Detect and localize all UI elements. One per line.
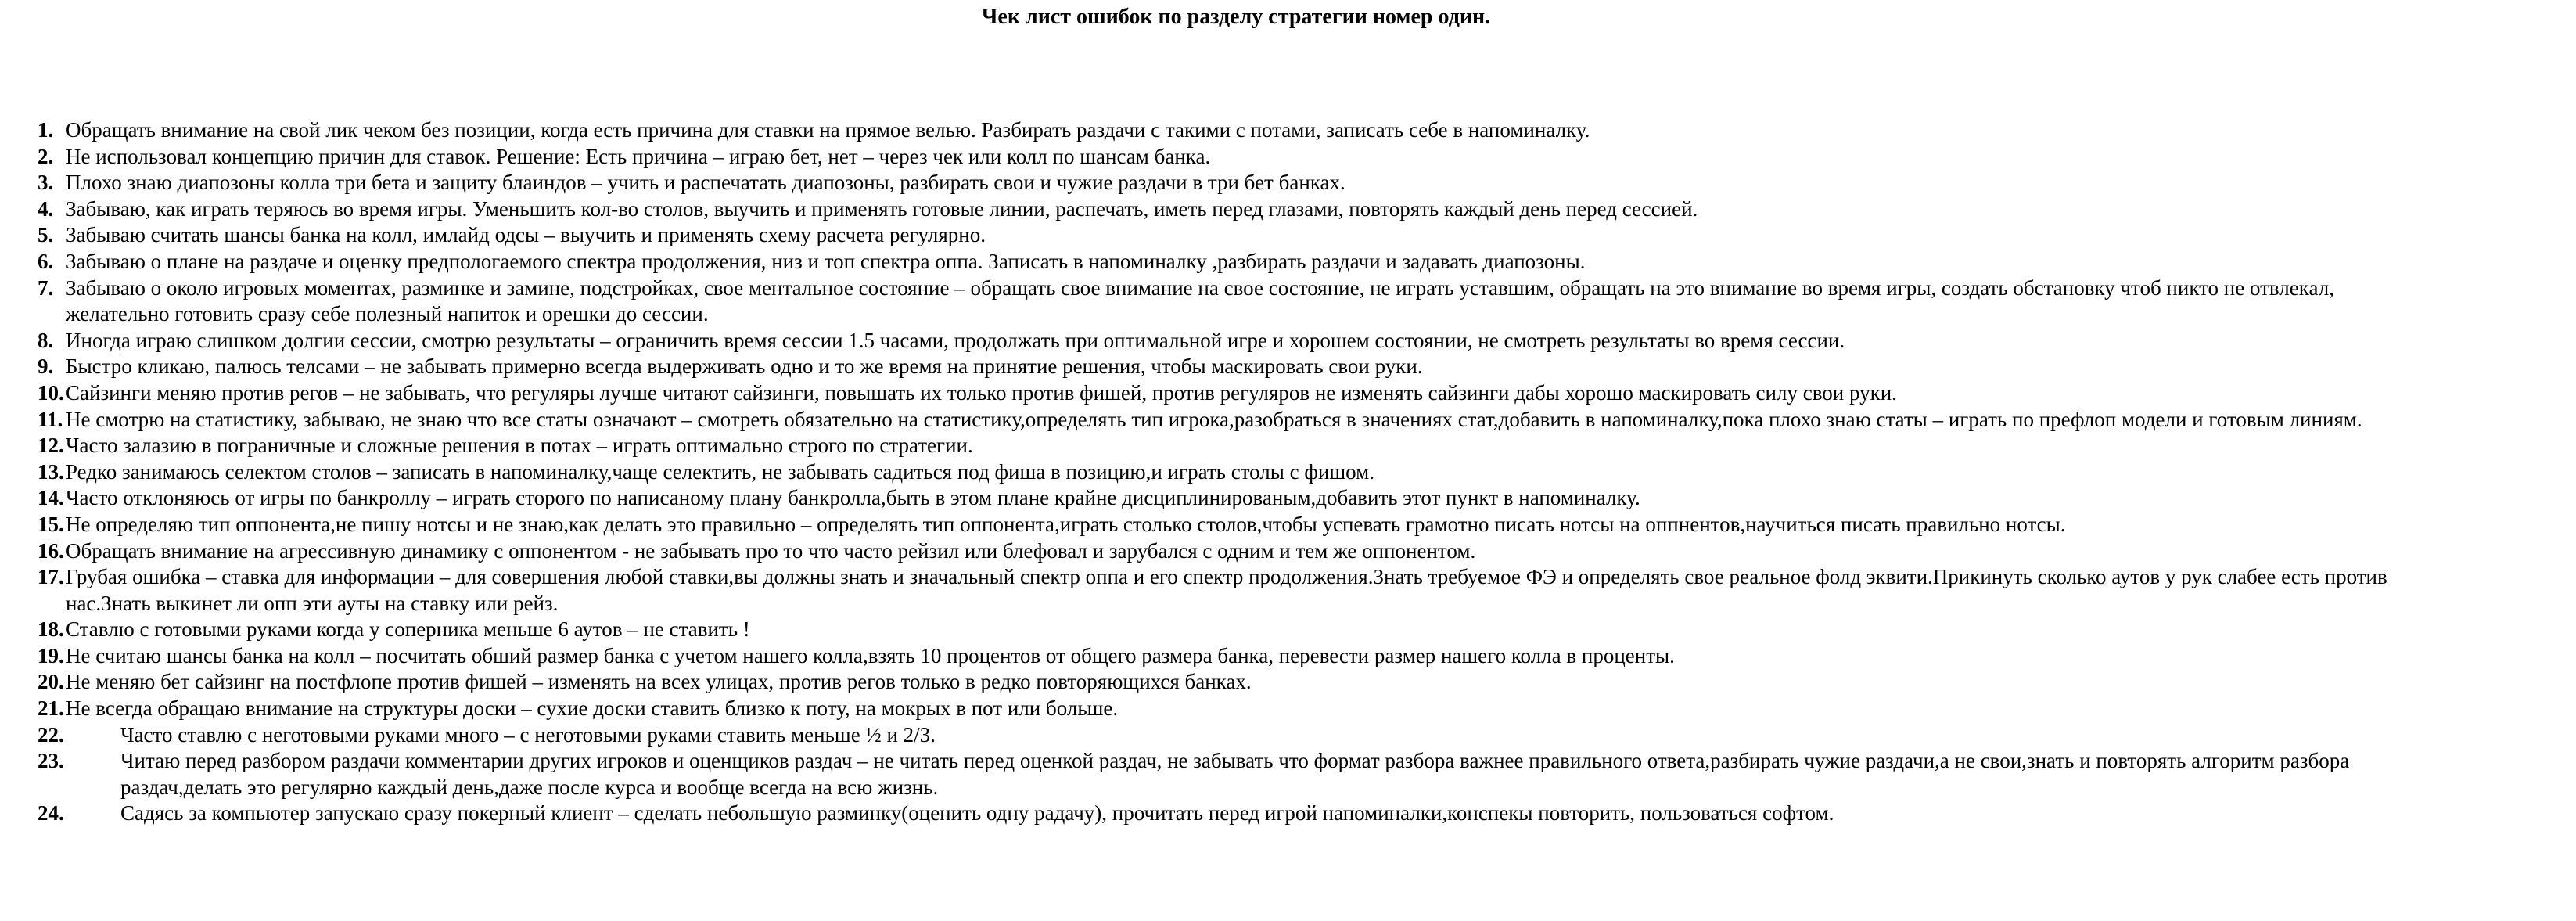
item-text: Редко занимаюсь селектом столов – записать в напоминалку,чаще селектить, не забывать садиться под фиша в позицию,и играть столы с фишом. (66, 459, 1374, 484)
list-item (38, 275, 2431, 328)
item-text: Не определяю тип оппонента,не пишу нотсы и не знаю,как делать это правильно – определять тип оппонента,играть столько столов,чтобы успевать грамотно писать нотсы на оппнентов,научиться писать правильно нотсы. (66, 512, 2066, 536)
item-number: 19. (38, 643, 64, 667)
item-number: 23. (38, 749, 64, 773)
item-number: 21. (38, 696, 64, 721)
list-item (38, 800, 2431, 827)
item-number: 16. (38, 538, 64, 563)
list-item (38, 512, 2431, 538)
item-text: Не считаю шансы банка на колл – посчитать обший размер банка с учетом нашего колла,взять 10 процентов от общего размера банка, перевести размер нашего колла в проценты. (66, 643, 1675, 667)
list-item (38, 222, 2431, 249)
item-number: 8. (38, 328, 54, 352)
item-text: Плохо знаю диапозоны колла три бета и защиту блаиндов – учить и распечатать диапозоны, разбирать свои и чужие раздачи в три бет банках. (66, 171, 1345, 195)
item-number: 3. (38, 171, 54, 195)
item-number: 7. (38, 275, 54, 300)
item-text: Забываю, как играть теряюсь во время игры. Уменьшить кол-во столов, выучить и применять готовые линии, распечать, иметь перед глазами, повторять каждый день перед сессией. (66, 196, 1698, 221)
item-text: Иногда играю слишком долгии сессии, смотрю результаты – ограничить время сессии 1.5 часами, продолжать при оптимальной игре и хорошем состоянии, не смотреть результаты во время сессии. (66, 328, 1845, 352)
item-number: 18. (38, 617, 64, 642)
item-number: 22. (38, 722, 64, 747)
list-item (38, 117, 2431, 144)
list-item (38, 669, 2431, 696)
item-text: Садясь за компьютер запускаю сразу покерный клиент – сделать небольшую разминку(оценить одну радачу), прочитать перед игрой напоминалки,конспекы повторить, пользоваться софтом. (120, 801, 1834, 826)
item-text: Сайзинги меняю против регов – не забывать, что регуляры лучше читают сайзинги, повышать их только против фишей, против регуляров не изменять сайзинги дабы хорошо маскировать силу свои руки. (66, 380, 1897, 405)
list-item (38, 170, 2431, 196)
item-text: Быстро кликаю, палюсь телсами – не забывать примерно всегда выдерживать одно и то же время на принятие решения, чтобы маскировать свои руки. (66, 354, 1423, 379)
item-text: Забываю о около игровых моментах, разминке и замине, подстройках, свое ментальное состояние – обращать свое внимание на свое состояние, не играть уставшим, обращать на это внимание во время игры, создать обстановку чтоб никто не отвлекал, желательно готовить сразу себе полезный напиток и орешки до сессии. (66, 275, 2334, 326)
item-text: Не использовал концепцию причин для ставок. Решение: Есть причина – играю бет, нет – через чек или колл по шансам банка. (66, 144, 1211, 168)
list-item (38, 407, 2431, 434)
item-text: Не смотрю на статистику, забываю, не знаю что все статы означают – смотреть обязательно на статистику,определять тип игрока,разобраться в значениях стат,добавить в напоминалку,пока плохо знаю статы – играть по префлоп модели и готовым линиям. (66, 407, 2362, 431)
list-item (38, 433, 2431, 459)
item-number: 11. (38, 407, 63, 431)
item-number: 24. (38, 801, 64, 826)
item-text: Обращать внимание на агрессивную динамику с оппонентом - не забывать про то что часто рейзил или блефовал и зарубался с одним и тем же оппонентом. (66, 538, 1476, 563)
item-text: Забываю считать шансы банка на колл, имлайд одсы – выучить и применять схему расчета регулярно. (66, 223, 986, 247)
item-number: 6. (38, 249, 54, 273)
list-item (38, 538, 2431, 565)
document-title: Чек лист ошибок по разделу стратегии номер один. (981, 5, 1491, 29)
list-item (38, 354, 2431, 380)
list-item (38, 722, 2431, 749)
item-number: 12. (38, 434, 64, 458)
list-item (38, 249, 2431, 275)
list-item (38, 459, 2431, 486)
list-item (38, 748, 2431, 800)
item-number: 2. (38, 144, 54, 168)
item-text: Обращать внимание на свой лик чеком без позиции, когда есть причина для ставки на прямое велью. Разбирать раздачи с такими с потами, записать себе в напоминалку. (66, 118, 1590, 142)
item-number: 13. (38, 459, 64, 484)
item-text: Читаю перед разбором раздачи комментарии других игроков и оценщиков раздач – не читать перед оценкой раздач, не забывать что формат разбора важнее правильного ответа,разбирать чужие раздачи,а не свои,знать и повторять алгоритм разбора раздач,делать это регулярно каждый день,даже после курса и вообще всегда на всю жизнь. (120, 749, 2350, 799)
item-number: 1. (38, 118, 54, 142)
item-text: Не всегда обращаю внимание на структуры доски – сухие доски ставить близко к поту, на мокрых в пот или больше. (66, 696, 1119, 721)
item-text: Часто отклоняюсь от игры по банкроллу – играть сторого по написаному плану банкролла,быть в этом плане крайне дисциплинированым,добавить этот пункт в напоминалку. (66, 486, 1640, 510)
item-text: Забываю о плане на раздаче и оценку предпологаемого спектра продолжения, низ и топ спектра оппа. Записать в напоминалку ,разбирать раздачи и задавать диапозоны. (66, 249, 1586, 273)
list-item (38, 196, 2431, 223)
item-text: Не меняю бет сайзинг на постфлопе против фишей – изменять на всех улицах, против регов только в редко повторяющихся банках. (66, 670, 1252, 694)
list-item (38, 380, 2431, 407)
list-item (38, 328, 2431, 354)
item-text: Часто залазию в пограничные и сложные решения в потах – играть оптимально строго по стратегии. (66, 434, 973, 458)
item-text: Грубая ошибка – ставка для информации – для совершения любой ставки,вы должны знать и значальный спектр оппа и его спектр продолжения.Знать требуемое ФЭ и определять свое реальное фолд эквити.Прикинуть сколько аутов у рук слабее есть против нас.Знать выкинет ли опп эти ауты на ставку или рейз. (66, 565, 2387, 615)
item-number: 10. (38, 380, 64, 405)
item-number: 17. (38, 565, 64, 589)
item-text: Часто ставлю с неготовыми руками много – с неготовыми руками ставить меньше ½ и 2/3. (120, 722, 936, 747)
item-number: 5. (38, 223, 54, 247)
list-item (38, 696, 2431, 722)
item-text: Ставлю с готовыми руками когда у соперника меньше 6 аутов – не ставить ! (66, 617, 750, 642)
item-number: 14. (38, 486, 64, 510)
mistake-checklist (38, 117, 2431, 827)
list-item (38, 643, 2431, 670)
item-number: 9. (38, 354, 54, 379)
item-number: 20. (38, 670, 64, 694)
list-item (38, 617, 2431, 643)
list-item (38, 485, 2431, 512)
list-item (38, 144, 2431, 171)
item-number: 15. (38, 512, 64, 536)
item-number: 4. (38, 196, 54, 221)
list-item (38, 564, 2431, 617)
